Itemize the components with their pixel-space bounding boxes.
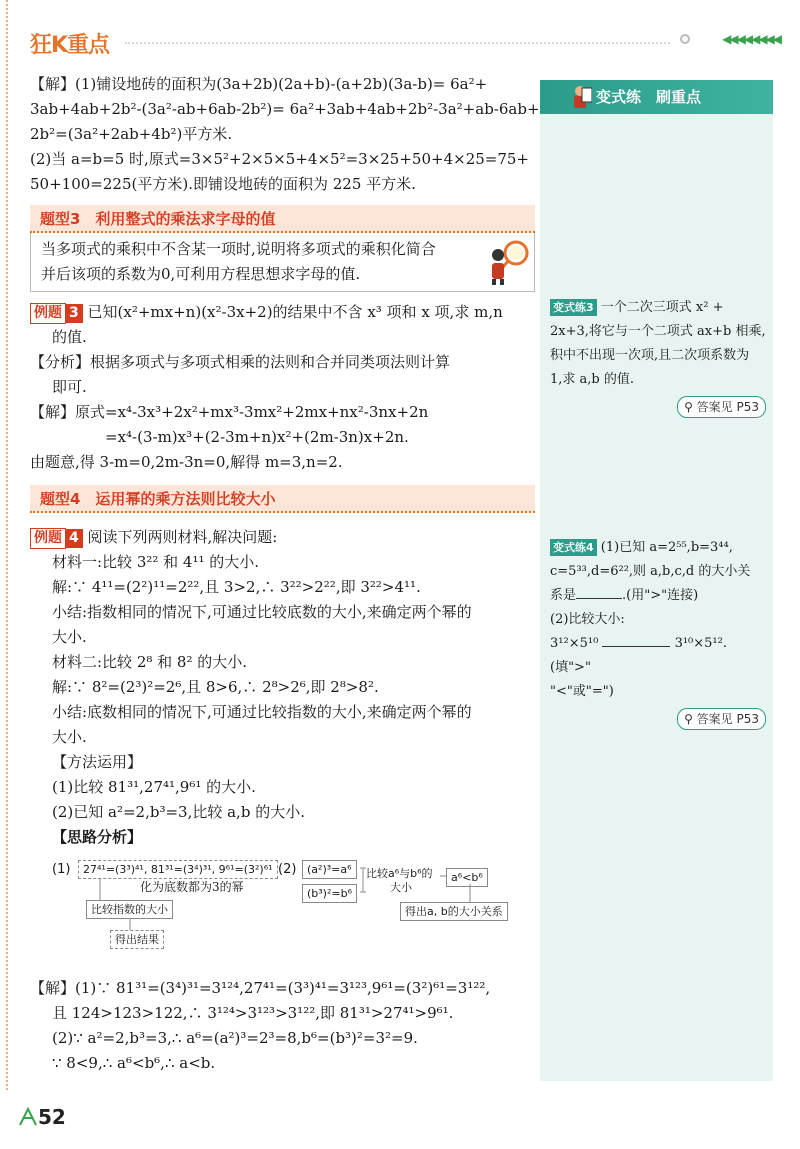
- material-text: 大小.: [52, 628, 87, 646]
- section-heading-3: [30, 205, 535, 233]
- solution-line: 【解】(1)铺设地砖的面积为(3a+2b)(2a+b)-(a+2b)(3a-b)= 6a²+: [30, 75, 488, 93]
- diagram-part-label: (2): [278, 862, 297, 877]
- example-number: 3: [65, 304, 83, 323]
- exercise-text: 2x+3,将它与一个二项式 ax+b 相乘,: [550, 324, 766, 339]
- answer-link[interactable]: ⚲ 答案见 P53: [677, 708, 766, 730]
- solution-line: (2)∵ a²=2,b³=3,∴ a⁶=(a²)³=2³=8,b⁶=(b³)²=3²=9.: [52, 1029, 418, 1047]
- solution-line: 3ab+4ab+2b²-(3a²-ab+6ab-2b²)= 6a²+3ab+4ab+2b²-3a²+ab-6ab+: [30, 100, 540, 118]
- variant-tag: 变式练3: [550, 299, 597, 316]
- exercise-text: (1)已知 a=2⁵⁵,b=3⁴⁴,: [600, 540, 733, 555]
- analysis-text: 即可.: [52, 378, 87, 396]
- diagram-box: (b³)²=b⁶: [302, 884, 357, 903]
- tip-line: 当多项式的乘积中不含某一项时,说明将多项式的乘积化简合: [41, 240, 436, 258]
- main-content: [30, 72, 540, 1076]
- page-header: [30, 22, 780, 62]
- solution-line: 【解】原式=x⁴-3x³+2x²+mx³-3mx²+2mx+nx²-3nx+2n: [30, 403, 429, 421]
- thought-heading: 【思路分析】: [52, 828, 143, 846]
- diagram-part-label: (1): [52, 862, 71, 877]
- material-text: 小结:指数相同的情况下,可通过比较底数的大小,来确定两个幂的: [52, 603, 472, 621]
- page-footer: [10, 1097, 120, 1137]
- solution-line: 且 124>123>122,∴ 3¹²⁴>3¹²³>3¹²²,即 81³¹>27⁴¹>9⁶¹.: [52, 1004, 454, 1022]
- diagram-note: 化为底数都为3的幂: [140, 880, 244, 894]
- analysis-text: 【分析】根据多项式与多项式相乘的法则和合并同类项法则计算: [30, 353, 451, 371]
- material-text: 材料二:比较 2⁸ 和 8² 的大小.: [52, 653, 248, 671]
- question-text: 的值.: [52, 328, 87, 346]
- solution-line: 50+100=225(平方米).即铺设地砖的面积为 225 平方米.: [30, 175, 416, 193]
- method-text: (2)已知 a²=2,b³=3,比较 a,b 的大小.: [52, 803, 305, 821]
- section-tip: [30, 233, 535, 292]
- sidebar-title: 变式练 刷重点: [596, 88, 702, 106]
- material-text: 解:∵ 4¹¹=(2²)¹¹=2²²,且 3>2,∴ 3²²>2²²,即 3²²>4¹¹.: [52, 578, 421, 596]
- tip-line: 并后该项的系数为0,可利用方程思想求字母的值.: [41, 265, 361, 283]
- variant-tag: 变式练4: [550, 539, 597, 556]
- book-logo: [30, 28, 109, 59]
- question-text: 已知(x²+mx+n)(x²-3x+2)的结果中不含 x³ 项和 x 项,求 m,n: [87, 303, 503, 321]
- method-text: (1)比较 81³¹,27⁴¹,9⁶¹ 的大小.: [52, 778, 256, 796]
- exercise-text: c=5³³,d=6²²,则 a,b,c,d 的大小关: [550, 564, 751, 579]
- sidebar-header: [540, 80, 773, 114]
- answer-link[interactable]: ⚲ 答案见 P53: [677, 396, 766, 418]
- variant-exercise-4: [550, 536, 766, 732]
- diagram-note: 大小: [390, 881, 412, 894]
- page-number: 52: [38, 1105, 66, 1129]
- example-number: 4: [65, 529, 83, 548]
- diagram-box: 得出结果: [110, 930, 164, 949]
- material-text: 解:∵ 8²=(2³)²=2⁶,且 8>6,∴ 2⁸>2⁶,即 2⁸>8².: [52, 678, 379, 696]
- ring-icon: [680, 34, 690, 44]
- section-heading-4: [30, 485, 535, 513]
- section-title: 题型4 运用幂的乘方法则比较大小: [40, 490, 276, 508]
- margin-dotted-rule: [6, 0, 8, 1090]
- exercise-text: (2)比较大小:: [550, 612, 625, 627]
- solution-line: 由题意,得 3-m=0,2m-3n=0,解得 m=3,n=2.: [30, 453, 343, 471]
- section-title: 题型3 利用整式的乘法求字母的值: [40, 210, 276, 228]
- example-tag: 例题: [30, 303, 66, 324]
- variant-exercise-3: [550, 296, 766, 420]
- diagram-box: 比较指数的大小: [86, 900, 173, 919]
- solution-block-1: [30, 72, 540, 197]
- method-heading: 【方法运用】: [52, 753, 143, 771]
- material-text: 大小.: [52, 728, 87, 746]
- solution-line: 2b²=(3a²+2ab+4b²)平方米.: [30, 125, 233, 143]
- header-dotted-rule: [125, 42, 670, 44]
- exercise-text: "<"或"="): [550, 684, 614, 699]
- exercise-text: 3¹²×5¹⁰ 3¹⁰×5¹².(填">": [550, 632, 766, 680]
- exercise-text: 系是 .(用">"连接): [550, 584, 766, 608]
- diagram-box: 得出a, b的大小关系: [400, 902, 508, 921]
- practice-sidebar: [540, 80, 773, 1081]
- diagram-box: (a²)³=a⁶: [302, 860, 357, 879]
- example-4-intro: [30, 525, 535, 550]
- solution-line: 【解】(1)∵ 81³¹=(3⁴)³¹=3¹²⁴,27⁴¹=(3³)⁴¹=3¹²³,9⁶¹=(3²)⁶¹=3¹²²,: [30, 979, 491, 997]
- exercise-text: 一个二次三项式 x² +: [600, 300, 724, 315]
- diagram-box: 27⁴¹=(3³)⁴¹, 81³¹=(3⁴)³¹, 9⁶¹=(3²)⁶¹: [78, 860, 278, 879]
- mascot-icon: [486, 239, 530, 287]
- practice-icon: [568, 84, 592, 110]
- material-text: 小结:底数相同的情况下,可通过比较指数的大小,来确定两个幂的: [52, 703, 472, 721]
- diagram-box: a⁶<b⁶: [446, 868, 488, 887]
- solution-line: ∵ 8<9,∴ a⁶<b⁶,∴ a<b.: [52, 1054, 216, 1072]
- exercise-text: 积中不出现一次项,且二次项系数为: [550, 348, 750, 363]
- arrow-decoration-icon: ◀◀◀◀◀◀◀◀: [722, 32, 780, 46]
- thinking-diagram: [30, 854, 535, 972]
- example-tag: 例题: [30, 528, 66, 549]
- material-text: 材料一:比较 3²² 和 4¹¹ 的大小.: [52, 553, 260, 571]
- answer-blank[interactable]: [576, 585, 622, 599]
- solution-line: (2)当 a=b=5 时,原式=3×5²+2×5×5+4×5²=3×25+50+4×25=75+: [30, 150, 529, 168]
- intro-text: 阅读下列两则材料,解决问题:: [87, 528, 278, 546]
- logo-text: 狂K重点: [30, 33, 110, 58]
- diagram-note: 比较a⁶与b⁶的: [366, 867, 433, 880]
- example-3-question: [30, 300, 535, 325]
- diagram-connectors: [30, 854, 535, 972]
- solution-line: =x⁴-(3-m)x³+(2-3m+n)x²+(2m-3n)x+2n.: [105, 428, 409, 446]
- answer-blank[interactable]: [602, 633, 670, 647]
- exercise-text: 1,求 a,b 的值.: [550, 372, 635, 387]
